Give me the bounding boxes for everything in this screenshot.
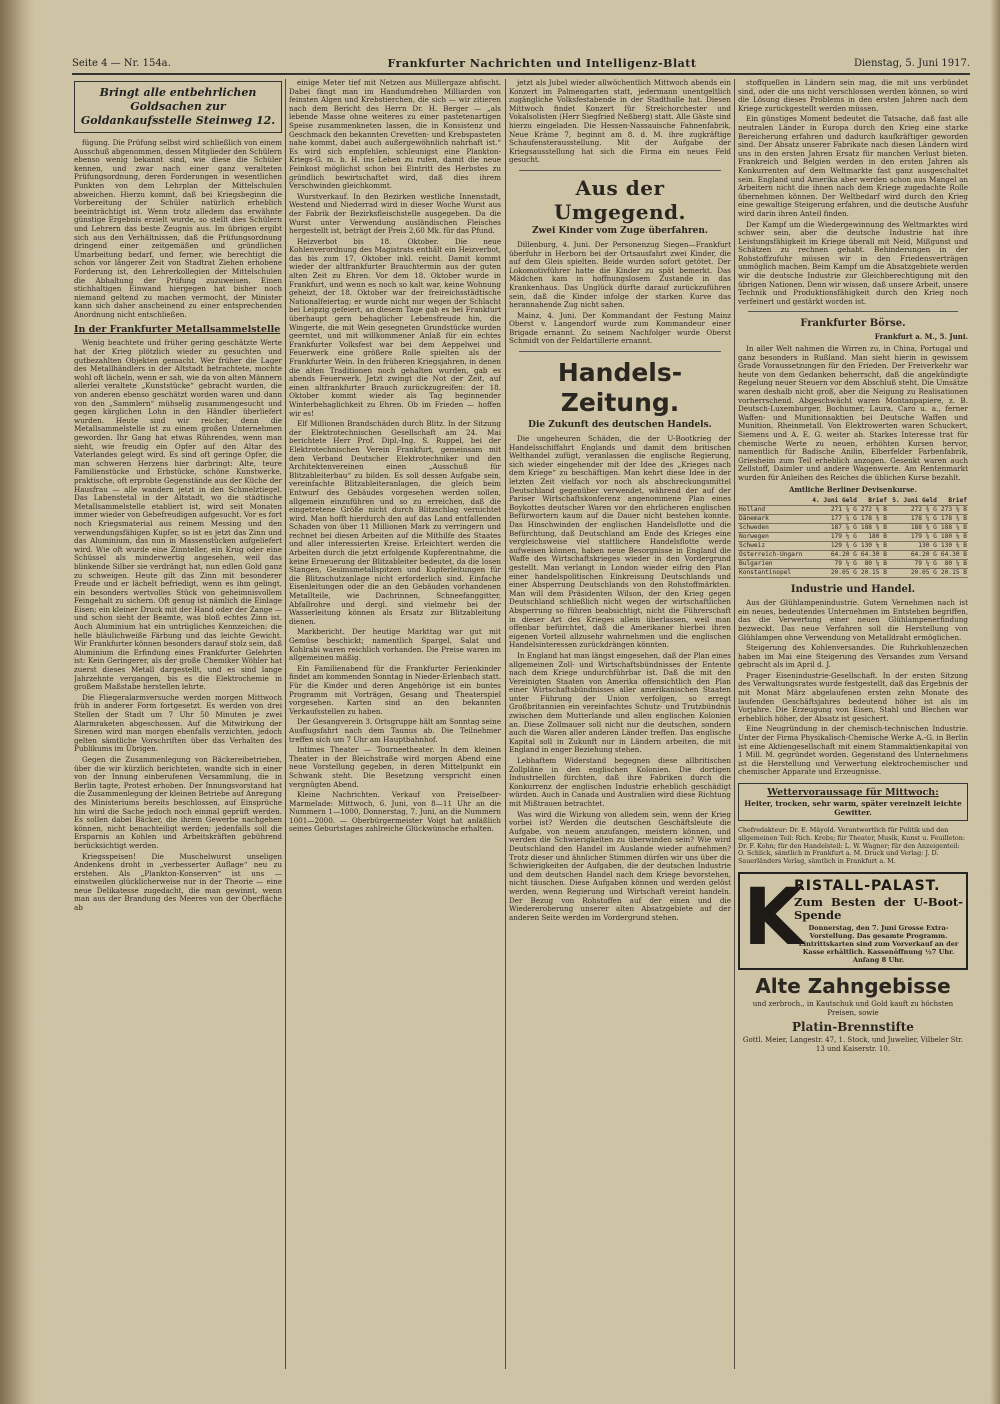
header-rule: [72, 73, 970, 75]
article-text: Dillenburg, 4. Juni. Der Personenzug Siegen—Frankfurt überfuhr in Herborn bei der Ortsausfahrt zwei Kinder, die auf dem Gleis spielten. Beide wurden sofort getötet. Der Lokomotivführer hatte die Kinder zu spät bemerkt. Das Mädchen kam in hoffnungslosem Zustande in das Krankenhaus. Das Unglück dürfte darauf zurückzuführen sein, daß die Kinder infolge der starken Kurve das herannahende Zug nicht sahen.: [509, 239, 731, 310]
issue-date: Dienstag, 5. Juni 1917.: [853, 58, 970, 69]
kristall-palast-ad: [738, 872, 968, 970]
article-text: Lebhaftem Widerstand begegnen diese allbritischen Zollpläne in den englischen Kolonien. Die dortigen Industriellen fürchten, daß ihre Fabriken durch die Konkurrenz der englischen Industrie erheblich geschädigt würden. Auch in Canada und Australien wird diese Richtung mit Mißtrauen betrachtet.: [509, 756, 731, 808]
table-cell: 130 G: [888, 542, 938, 551]
article-text: Markbericht. Der heutige Markttag war gut mit Gemüse beschickt; namentlich Spargel, Salat und Kohlrabi waren reichlich vorhanden. Die Preise waren im allgemeinen mäßig.: [289, 627, 501, 663]
article-text: Prager Eisenindustrie-Gesellschaft. In der ersten Sitzung des Verwaltungsrates wurde festgestellt, daß das Ergebnis der mit Monat März abgelaufenen ersten zehn Monate des laufenden Geschäftsjahres bedeutend höher ist als im Vorjahre. Die Erzeugung von Eisen, Stahl und Blechen war erheblich höher, der Absatz ist gesichert.: [738, 670, 968, 723]
article-text: Aus der Glühlampenindustrie. Gutem Vernehmen nach ist ein neues, bedeutendes Unternehmen im Entstehen begriffen, das die Verwertung einer neuen Glühlampenerfindung bezweckt. Das neue Verfahren soll die Herstellung von Glühlampen ohne Verwendung von Metalldraht ermöglichen.: [738, 598, 968, 642]
table-cell: 20.05 G: [808, 569, 858, 578]
platin-ad-title: Platin-Brennstifte: [792, 1019, 914, 1034]
table-cell: 272 ⅜ B: [858, 506, 888, 515]
article-text: Heizverbot bis 18. Oktober. Die neue Kohlenverordnung des Magistrats enthält ein Heizverbot, das bis zum 17. Oktober inkl. reicht. Damit kommt wieder der altfrankfurter Brauchtermin aus der guten alten Zeit zu Ehren. Vor dem 18. Oktober wurde in Frankfurt, und wenn es noch so kalt war, keine Wohnung geheizt, der 18. Oktober war der freireichsstädtische Nationalfeiertag; er wurde nicht nur wegen der Schlacht bei Leipzig gefeiert, an diesem Tage gab es bei Frankfurt überhaupt gern behaglicher Lebensfreude hin, die Wingerte, die mit Wein gesegneten Grundstücke wurden geerntet, und mit willkommener Anlaß für ein echtes Frankfurter Volksfest war bei dem Aeppelwei und Feuerwerk eine größere Rolle spielten als der Frankfurter Wein. In den früheren Kriegsjahren, in denen die alten Traditionen noch gehalten wurden, gab es abends Feuerwerk. Jetzt zwingt die Not der Zeit, auf einen altfrankfurter Brauch zurückzugreifen: der 18. Oktober kommt wieder als Tag beginnender Winterbehaglichkeit zu Ehren. Ob im Frieden — hoffen wir es!: [289, 236, 501, 418]
table-cell: Schweiz: [738, 542, 808, 551]
zahngebisse-ad-title: Alte Zahngebisse: [755, 973, 951, 998]
boerse-heading: Frankfurter Börse.: [800, 318, 906, 330]
table-cell: 272 ⅜ G: [888, 506, 938, 515]
section-heading: Aus der Umgegend.: [553, 175, 686, 224]
handels-zeitung-title: Handels-Zeitung.: [557, 358, 683, 418]
table-cell: 187 ⅞ G: [808, 524, 858, 533]
table-cell: 129 ¾ G: [808, 542, 858, 551]
page-number: Seite 4 — Nr. 154a.: [72, 58, 171, 69]
table-cell: 179 ⅝ G: [888, 533, 938, 542]
table-row: [738, 560, 968, 569]
kristall-title: RISTALL-PALAST.: [794, 877, 941, 894]
exchange-rates-table: [738, 497, 968, 578]
gold-ad: Bringt alle entbehrlichen Goldsachen zur Goldankaufsstelle Steinweg 12.: [74, 81, 282, 133]
article-text: Kleine Nachrichten. Verkauf von Preiselbeer-Marmelade: Mittwoch, 6. Juni, von 8—11 Uhr an die Nummern 1—1000, Donnerstag, 7. Juni, an die Nummern 1001—2000. — Oberbürgermeister Voigt hat anläßlich seines Geburtstages zahlreiche Glückwünsche erhalten.: [289, 790, 501, 834]
column-2: [289, 79, 501, 1369]
article-text: Mainz, 4. Juni. Der Kommandant der Festung Mainz Oberst v. Langendorf wurde zum Kommandeur einer Brigade ernannt. Zu seinem Nachfolger wurde Oberst Schmidt von der Feldartillerie ernannt.: [509, 310, 731, 346]
table-cell: 130 ⅜ B: [938, 542, 968, 551]
table-row: [738, 569, 968, 578]
table-cell: 180 ⅛ B: [938, 533, 968, 542]
kristall-subtitle: Zum Besten der U-Boot-Spende: [794, 894, 963, 922]
table-row: [738, 533, 968, 542]
separator: [519, 170, 721, 171]
table-cell: Norwegen: [738, 533, 808, 542]
table-cell: 178 ⅜ B: [858, 515, 888, 524]
table-row: [738, 524, 968, 533]
table-cell: 130 ⅛ B: [858, 542, 888, 551]
article-text: In England hat man längst eingesehen, daß der Plan eines allgemeinen Zoll- und Wirtschaftsbündnisses der Entente nach dem Kriege undurchführbar ist. Daß die mit den Vereinigten Staaten von Amerika offensichtlich den Plan einer Wirtschaftsbündnisses aller amerikanischen Staaten unter Führung der Union verfolgen, so erregt Großbritannien ein vereinfachtes Schutz- und Trutzbündnis zwischen dem Mutterlande und allen englischen Kolonien an. Diese Zollmauer soll nicht nur die deutschen, sondern auch die Waren aller anderen Länder treffen. Das englische Kapital soll in Zukunft nur in Ländern arbeiten, die mit England in enger Beziehung stehen.: [509, 650, 731, 755]
table-cell: 64.30 B: [858, 551, 888, 560]
table-header-cell: [738, 497, 808, 506]
article-text: Steigerung des Kohlenversandes. Die Ruhrkohlenzechen haben im Mai eine Steigerung des Versandes zum Versand gebracht als im April d. J.: [738, 643, 968, 670]
table-row: [738, 515, 968, 524]
table-cell: 180 B: [858, 533, 888, 542]
table-cell: Holland: [738, 506, 808, 515]
table-cell: 20.15 B: [938, 569, 968, 578]
page-binding: [0, 0, 34, 1404]
table-cell: 178 ¼ G: [888, 515, 938, 524]
table-cell: 20.05 G: [888, 569, 938, 578]
article-text: einige Meter tief mit Netzen aus Müllergaze abfischt. Dabei fängt man im Handumdrehen Milliarden von feinsten Algen und Krebstierchen, die sich — wir zitieren nach dem Bericht des Herrn Dr. H. Berger — „als lebende Masse ohne weiteres zu einer pastetenartigen Speise zusammenkneten lassen, die in Konsistenz und Geschmack den bekannten Crevetten- und Krebspasteten nahe kommt, dabei auch außergewöhnlich nahrhaft ist.“ Es wird sich empfehlen, schleunigst eine Plankton-Kriegs-G. m. b. H. ins Leben zu rufen, damit die neue Feinkost möglichst schon bei Eintritt des Herbstes zu gründlich bewirtschaftet wird, daß dies ihrem Verschwinden gleichkommt.: [289, 79, 501, 191]
table-header-row: [738, 497, 968, 506]
table-row: [738, 551, 968, 560]
column-divider: [505, 79, 506, 1369]
article-text: Eine Neugründung in der chemisch-technischen Industrie. Unter der Firma Physikalisch-Chemische Werke A.-G. in Berlin ist eine Aktiengesellschaft mit einem Stammaktienkapital von 1 Mill. M. gegründet worden. Gegenstand des Unternehmens ist die Herstellung und Verwertung elektrochemischer und chemischer Apparate und Erzeugnisse.: [738, 724, 968, 777]
table-cell: 188 ⅞ B: [938, 524, 968, 533]
article-text: In aller Welt nahmen die Wirren zu, in China, Portugal und ganz besonders in Rußland. Man sieht hierin in gewissem Grade Voraussetzungen für den Frieden. Der Freiverkehr war heute von dem Gedanken beherrscht, daß die angekündigte Regelung neuer Steuern vor dem Abschluß steht. Die Umsätze waren deshalb nicht groß, aber die Neigung zu Realisationen vorherrschend. Abgeschwächt waren Montanpapiere, z. B. Deutsch-Luxemburger, Bochumer, Laura, Caro u. a., ferner Waffen- und Munitionsaktien bei Deutsche Waffen und Munition, Rheinmetall. Von Elektrowerten waren Schuckert, Siemens und A. E. G. weiter ab. Starkes Interesse trat für chemische Werte zu neuen, erhöhten Kursen hervor, namentlich für Badische Anilin, Elberfelder Farbenfabrik, Griesheim zum Teil erheblich anzogen. Gesenkt waren auch Zellstoff, Daimler und andere Wagenwerte. Am Rentenmarkt wurden für Anleihen des Reiches die üblichen Kurse bezahlt.: [738, 344, 968, 482]
article-text: Gegen die Zusammenlegung von Bäckereibetrieben, über die wir kürzlich berichteten, wandte sich in einer von der Innung einberufenen Versammlung, die in Berlin tagte, Protest erhoben. Der Innungsvorstand hat die Zusammenlegung der kleinen Betriebe auf Anregung des Ministeriums bereits beschlossen, auf Einsprüche hin wird die Sache jedoch noch einmal geprüft werden. Es sollen dabei Bäcker, die ihrem Gewerbe nachgehen können, nicht benachteiligt werden; jedenfalls soll die Ersparnis an Kohlen und Arbeitskräften gebührend berücksichtigt werden.: [74, 754, 282, 850]
table-header-cell: Brief: [938, 497, 968, 506]
table-cell: 64.20 G: [808, 551, 858, 560]
article-text: stoffquellen in Ländern sein mag, die mit uns verbündet sind, oder die uns nicht verschlossen werden können, so wird die Lösung dieses Problems in den ersten Jahren nach dem Kriege zurückgestellt werden müssen.: [738, 79, 968, 113]
article-text: Wenig beachtete und früher gering geschätzte Werte hat der Krieg plötzlich wieder zu gesuchten und gutbezahlten Objekten gemacht. Wer früher die Lager des Metallhändlers in der Altstadt betrachtete, mochte wohl oft lächeln, wenn er sah, wie da von alten Männern allerlei veraltete „Kunststücke“ gebracht wurden, die von anderen ebenso geschätzt worden waren und dann von den „Sammlern“ mühselig zusammengesucht und gegen kärglichen Lohn in den Händler überliefert wurden. Heute sind wir reicher, denn die Metallsammelstelle ist zu einem großen Unternehmen geworden. Ihr Gang hat etwas Rührendes, wenn man sieht, wie freudig ein Opfer auf den Altar des Vaterlandes gelegt wird. Es sind oft geringe Opfer, die man schweren Herzens hier darbringt: Alte, teure Familienstücke und Erbstücke, schöne Kunstwerke, praktische, oft erprobte Gegenstände aus der Küche der Hausfrau — alle wandern jetzt in den Schmelztiegel. Das Labenstetal in der Altstadt, wo die städtische Metallsammelstelle etabliert ist, wird seit Monaten immer wieder von Gebefreudigen aufgesucht. Vor es fort noch Kriegsmaterial aus reinem Messing und den verwendungsfähigen Kupfer, so ist es jetzt das Zinn und das Aluminium, das nun in Massenstücken aufgeliefert wird. Wie oft wurde eine Zinnteller, ein Krug oder eine Schüssel als minderwertig angesehen, weil das blinkende Silber sie verdrängt hat, nun edlen Gold ganz zu schweigen. Heute gilt das Zinn mit besonderer Freude und er lächelt befriedigt, wenn es ihm gelingt, ein besonders wertvolles Stück von geheimnisvollem Feingehalt zu sichern. Oft genug ist nämlich die Einlage Eisen; ein kleiner Druck mit der Hand oder der Zange — und schon sieht der Beamte, was bloß echtes Zinn ist. Auch Aluminium hat ein untrügliches Kennzeichen: die helle bläulichweiße Färbung und das leichte Gewicht. Wir Frankfurter können besonders darauf stolz sein, daß Aluminium die Erfindung eines Frankfurter Gelehrten ist: Kein Geringerer, als der große Chemiker Wöhler hat zuerst dieses Metall dargestellt, und es sind lange Jahrzehnte vergangen, bis es die Elektrochemie in großem Maßstabe herstellen lehrte.: [74, 338, 282, 692]
table-row: [738, 542, 968, 551]
table-cell: 178 ¾ B: [938, 515, 968, 524]
article-text: jetzt als Jubel wieder allwöchentlich Mittwoch abends ein Konzert im Palmengarten statt, jedermann unentgeltlich zugängliche Volksfestabende in der Stadthalle hat. Diesen Mittwoch findet Konzert für Streichorchester und Vokalsolisten (Herr Siegfried Neßberg) statt. Alle Gäste sind hierzu eingeladen. Die Hessen-Nassauische Fahnenfabrik, Neue Kräme 7, beginnt am 8. d. M. ihre zugkräftige Schaufensterausstellung. Mit der Aufgabe der Kriegsausstellung hat sich die Firma ein neues Feld gesucht.: [509, 79, 731, 165]
column-4: [738, 79, 968, 1369]
section-heading: Industrie und Handel.: [790, 584, 916, 596]
table-cell: Konstantinopel: [738, 569, 808, 578]
platin-ad-text: Gottl. Meier, Langestr. 47, 1. Stock, und Juwelier, Vilbeler Str. 13 und Kaiserstr. 10.: [742, 1035, 964, 1053]
zahngebisse-ad-text: und zerbroch., in Kautschuk und Gold kauft zu höchsten Preisen, sowie: [752, 999, 954, 1017]
table-cell: 79 ¼ G: [888, 560, 938, 569]
article-text: Der Gesangverein 3. Ortsgruppe hält am Sonntag seine Ausflugsfahrt nach dem Taunus ab. Die Teilnehmer treffen sich um 7 Uhr am Hauptbahnhof.: [289, 717, 501, 744]
section-heading: In der Frankfurter Metallsammelstelle: [74, 324, 281, 336]
table-cell: Schweden: [738, 524, 808, 533]
table-cell: 80 ¼ B: [858, 560, 888, 569]
weather-title: Wettervoraussage für Mittwoch:: [767, 787, 939, 798]
table-cell: 80 ¼ B: [938, 560, 968, 569]
page-edge: [990, 0, 1000, 1404]
table-row: [738, 506, 968, 515]
table-cell: Bulgarien: [738, 560, 808, 569]
article-text: Kriegsspeisen! Die Muschelwurst unseligen Andenkens droht in „verbesserter Auflage“ neu zu erstehen. Als „Plankton-Konserven“ ist uns — einstweilen glücklicherweise nur in der Theorie — eine neue Delikatesse zugedacht, die man gewinnt, wenn man aus der Brandung des Meeres von der Oberfläche ab: [74, 851, 282, 913]
table-cell: 188 ⅜ G: [888, 524, 938, 533]
boerse-date: Frankfurt a. M., 5. Juni.: [874, 332, 968, 342]
newspaper-title: Frankfurter Nachrichten und Intelligenz-Blatt: [387, 57, 697, 70]
table-cell: 188 ⅜ B: [858, 524, 888, 533]
table-cell: 179 ½ G: [808, 533, 858, 542]
table-header-cell: 5. Juni Geld: [888, 497, 938, 506]
article-subheading: Die Zukunft des deutschen Handels.: [528, 420, 712, 431]
page-header: [72, 58, 970, 72]
table-cell: 177 ⅞ G: [808, 515, 858, 524]
article-text: Der Kampf um die Wiedergewinnung des Weltmarktes wird schwer sein, aber die deutsche Industrie hat ihre Leistungsfähigkeit im Kriege überall mit Neid, Mißgunst und Schätzen zu rechnen gehabt. Behinderungen in der Rohstoffzufuhr müssen wir in den Friedensverträgen unmöglich machen. Beim Kampf um die Absatzgebiete werden wir die deutsche Industrie zur Gleichberechtigung mit den übrigen Nationen. Denn wir wissen, daß unsere Arbeit, unsere Technik und Produktionsfähigkeit durch den Krieg noch verfeinert und gestärkt worden ist.: [738, 219, 968, 306]
table-cell: Dänemark: [738, 515, 808, 524]
kristall-initial: K: [743, 872, 804, 963]
article-text: Wurstverkauf. In den Bezirken westliche Innenstadt, Westend und Niederrad wird in dieser Woche Wurst aus der Fabrik der Bezirksfleischstelle ausgegeben. Da die Wurst unter Verwendung ausländischen Fleisches hergestellt ist, beträgt der Preis 2,60 Mk. für das Pfund.: [289, 191, 501, 236]
table-cell: 273 ⅛ B: [938, 506, 968, 515]
table-cell: 64.30 B: [938, 551, 968, 560]
article-text: Intimes Theater — Tourneetheater. In dem kleinen Theater in der Bleichstraße wird morgen Abend eine neue Vorstellung gegeben, in deren Mittelpunkt ein Schwank steht. Die Besetzung verspricht einen vergnügten Abend.: [289, 745, 501, 789]
column-1: [74, 79, 282, 1369]
article-text: Elf Millionen Brandschäden durch Blitz. In der Sitzung der Elektrotechnischen Gesellschaft am 24. Mai berichtete Herr Prof. Dipl.-Ing. S. Ruppel, bei der Elektrotechnischen Verein Frankfurt, gemeinsam mit dem Verband Deutscher Elektrotechniker und den Architektenvereinen einen „Ausschuß für Blitzableiterbau“ zu bilden. Es soll dessen Aufgabe sein, vereinfachte Blitzableiteranlagen, die gleich beim Entwurf des Gebäudes vorgesehen werden sollen, allgemein einzuführen und so zu erreichen, daß die eingetretene Größe nicht durch Blitzschlag vernichtet wird. Man hofft hierdurch den auf das Land entfallenden Schaden von über 11 Millionen Mark zu verringern und rechnet bei diesen Arbeiten auf die Mithilfe des Staates und aller interessierten Kreise. Erleichtert werden die Arbeiten durch die jetzt erfolgende Kupferentnahme, die keine Erneuerung der Blitzableiter bedeutet, da die losen Stangen, Gesimsmetallspitzen und Kupferleitungen für die Blitzschutzanlage nicht erforderlich sind. Einfache Eisenleitungen oder die an den Gebäuden vorhandenen Metallteile, wie Dachrinnen, Schneefanggitter, Abfallrohre und dergl. sind vielmehr bei der Wasserleitung können als Ersatz zur Blitzableitung dienen.: [289, 419, 501, 626]
kristall-details: Donnerstag, den 7. Juni Grosse Extra-Vorstellung. Das gesamte Programm. Eintrittskarten sind zum Vorverkauf an der Kasse erhältlich. Kassenöffnung ½7 Uhr. Anfang 8 Uhr.: [798, 923, 959, 964]
weather-box: [738, 783, 968, 821]
table-cell: 20.15 B: [858, 569, 888, 578]
column-divider: [734, 79, 735, 1369]
article-text: Was wird die Wirkung von alledem sein, wenn der Krieg vorbei ist? Werden die deutschen Geschäftsleute die Aufgabe, von neuem anzufangen, meistern können, und werden die Schwierigkeiten zu überwinden sein? Wie wird Deutschland den Handel im Auslande wieder aufnehmen? Trotz dieser und ähnlicher Stimmen dürfen wir uns über die Schwierigkeiten der Aufgaben, die der deutschen Industrie und dem deutschen Handel nach dem Kriege bevorstehen, nicht täuschen. Diese Aufgaben können und werden gelöst werden, wenn Regierung und Wirtschaft vereint handeln. Der Bezug von Rohstoffen auf der einen und die Wiedereroberung unserer alten Absatzgebiete auf der anderen Seite werden im Vordergrund stehen.: [509, 809, 731, 922]
rates-title: Amtliche Berliner Devisenkurse.: [789, 484, 917, 494]
table-header-cell: 4. Juni Geld: [808, 497, 858, 506]
separator: [519, 351, 721, 352]
weather-text: Heiter, trocken, sehr warm, später vereinzelt leichte Gewitter.: [744, 799, 962, 817]
table-cell: Österreich-Ungarn: [738, 551, 808, 560]
table-cell: 64.20 G: [888, 551, 938, 560]
article-text: Die ungeheuren Schäden, die der U-Bootkrieg der Handelsschiffahrt Englands und damit dem britischen Welthandel zufügt, veranlassen die englische Regierung, sich wieder eingehender mit der Idee des „Krieges nach dem Kriege“ zu beschäftigen. Man kehrt diese Idee in der letzten Zeit vielfach vor noch als abschreckungsmittel Deutschland gegenüber verwendet, während der auf der Pariser Wirtschaftskonferenz angenommene Plan eines Boykottes deutscher Waren vor den ehrlicheren englischen Befürwortern kaum auf die Dauer nicht bestehen konnte. Das Hinschwinden der englischen Handelsflotte und die Befürchtung, daß Deutschland am Ende des Krieges eine vergleichsweise viel stattlichere Handelsflotte werde aufweisen können, haben neue Besorgnisse in England die Waffe des Wirtschaftskrieges wieder in den Vordergrund gestellt. Man verlangt in London wieder eifrig den Plan einer handelspolitischen Einkreisung Deutschlands und einer Absperrung Deutschlands von den Rohstoffmärkten. Man will dem Präsidenten Wilson, der den Krieg gegen Deutschland schließlich nicht wegen der wirtschaftlichen Absperrung so führen beabsichtigt, nicht die Führerschaft in dieser Art des Krieges allein überlassen, weil man offenbar befürchtet, daß die Amerikaner hierbei ihren eigenen Vorteil allzusehr wahrnehmen und die englischen Handelsinteressen zurückdrängen könnten.: [509, 434, 731, 650]
article-text: Die Fliegeralarmversuche werden morgen Mittwoch früh in anderer Form fortgesetzt. Es werden von drei Stellen der Stadt um 7 Uhr 50 Minuten je zwei Alarmraketen abgeschossen. Auf die Mitwirkung der Sirenen wird man morgen ebenfalls verzichten, jedoch gelten sämtliche Vorschriften über das Verhalten des Publikums im Übrigen.: [74, 692, 282, 754]
article-text: Ein günstiges Moment bedeutet die Tatsache, daß fast alle neutralen Länder in Europa durch den Krieg eine starke Bereicherung erfahren und dadurch kaufkräftiger geworden sind. Der Absatz unserer Fabrikate nach diesen Ländern wird uns in den ersten Jahren Ersatz für manchen Verlust bieten. Frankreich und Belgien werden in den ersten Jahren als Konkurrenten auf dem Weltmarkte fast ganz ausgeschaltet sein. England und Amerika aber werden schon aus Mangel an Arbeitern nicht die ihnen nach dem Kriege zugedachte Rolle übernehmen können. Der Weltbedarf wird durch den Krieg eine gewaltige Steigerung erfahren, und die deutsche Ausfuhr wird darin ihren Anteil finden.: [738, 114, 968, 218]
table-cell: 271 ⅞ G: [808, 506, 858, 515]
article-subheading: Zwei Kinder vom Zuge überfahren.: [531, 225, 709, 236]
table-header-cell: Brief: [858, 497, 888, 506]
article-text: Ein Familienabend für die Frankfurter Ferienkinder findet am kommenden Sonntag in Nieder-Erlenbach statt. Für die Kinder und deren Angehörige ist ein buntes Programm mit Vorträgen, Gesang und Theaterspiel vorgesehen. Karten sind an den bekannten Verkaufsstellen zu haben.: [289, 663, 501, 716]
table-cell: 79 ¼ G: [808, 560, 858, 569]
impressum: Chefredakteur: Dr. E. Mäyold. Verantwortlich für Politik und den allgemeinen Teil: Rich. Krebs; für Theater, Musik, Kunst u. Feuilleton: Dr. F. Kohn; für den Handelsteil: L. W. Wagner; für den Anzeigenteil: O. Schlick, sämtlich in Frankfurt a. M. Druck und Verlag: J. D. Sauerländers Verlag, sämtlich in Frankfurt a. M.: [738, 826, 966, 866]
column-3: [509, 79, 731, 1369]
article-text: fügung. Die Prüfung selbst wird schließlich von einem Ausschuß abgenommen, dessen Mitglieder den Schülern ebenso wenig bekannt sind, wie diese die Schüler kennen, und zwar nach einer ganz veralteten Prüfungsordnung, deren Forderungen in wesentlichen Punkten von dem Lehrplan der Mittelschulen abweichen. Hierzu kommt, daß bei Kriegsbeginn die Vorbereitung der Schüler natürlich erheblich beeinträchtigt ist. Wenn trotz alledem das erwähnte günstige Ergebnis erzielt wurde, so stellt dies Schülern und Lehrern das beste Zeugnis aus. Im übrigen ergibt sich aus den Verhältnissen, daß die Prüfungsordnung dringend einer zeitgemäßen und gründlichen Umarbeitung bedarf, und ferner, wie berechtigt die schon vor längerer Zeit von Stadtrat Ziehen erhobene Forderung ist, den Lehrerkollegien der Mittelschulen die Abhaltung der Prüfung zuzuweisen. Einen stichhaltigen Einwand hiergegen hat bisher noch niemand geltend zu machen vermocht, der Minister kann sich daher anscheinend zu einer entsprechenden Anordnung nicht entschließen.: [74, 138, 282, 319]
column-divider: [285, 79, 286, 1369]
separator: [748, 311, 958, 312]
